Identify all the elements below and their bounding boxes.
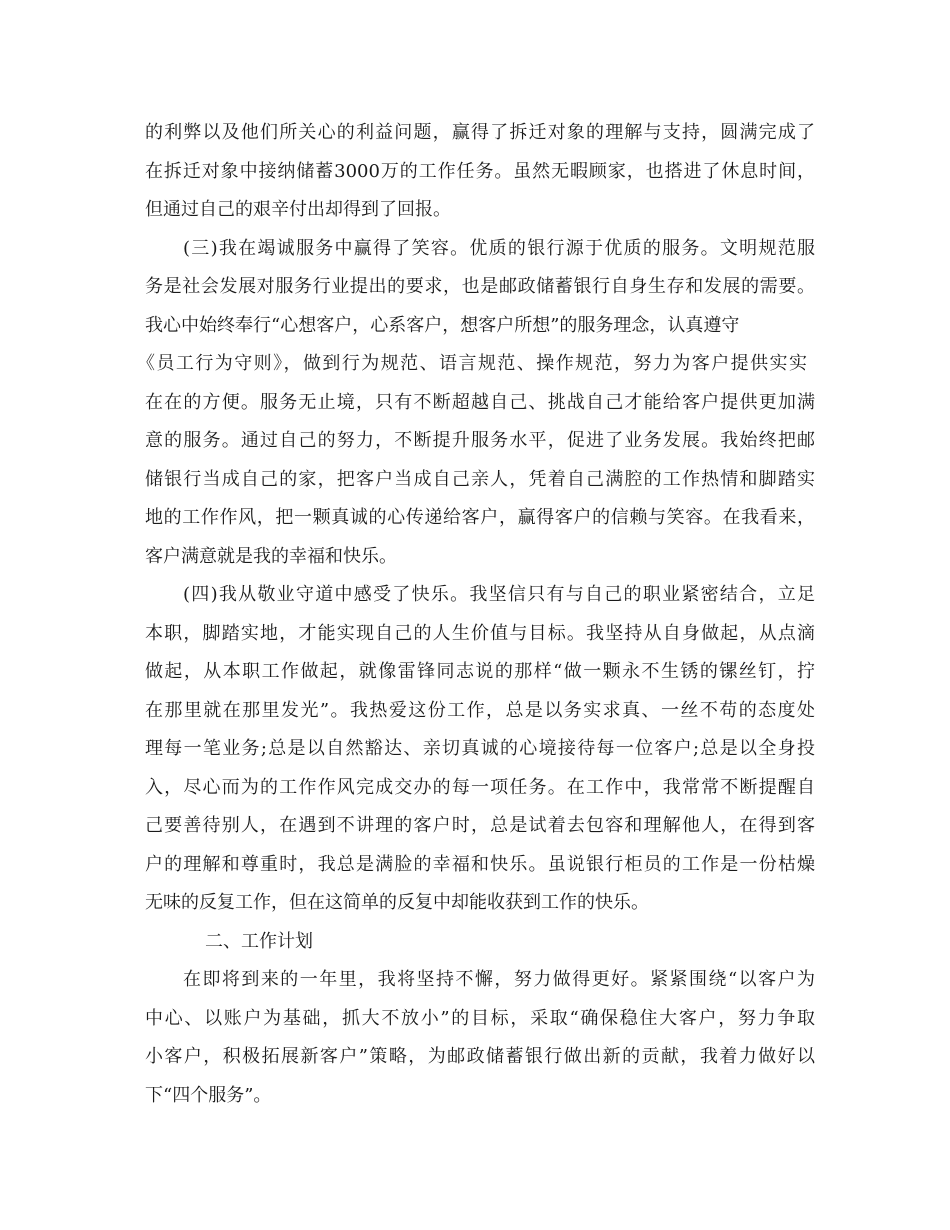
text-line: 客户满意就是我的幸福和快乐。 <box>145 545 397 567</box>
text-line: 我心中始终奉行“心想客户，心系客户，想客户所想”的服务理念，认真遵守 <box>145 314 740 336</box>
text-line: 务是社会发展对服务行业提出的要求，也是邮政储蓄银行自身生存和发展的需要。 <box>145 276 815 297</box>
paragraph-start-line: 在即将到来的一年里，我将坚持不懈，努力做得更好。紧紧围绕“以客户为 <box>183 969 815 990</box>
text-line: 下“四个服务”。 <box>145 1084 272 1106</box>
text-line: 做起，从本职工作做起，就像雷锋同志说的那样“做一颗永不生锈的镙丝钉，拧 <box>145 661 815 682</box>
text-line: 无味的反复工作，但在这简单的反复中却能收获到工作的快乐。 <box>145 892 649 913</box>
text-line: 意的服务。通过自己的努力，不断提升服务水平，促进了业务发展。我始终把邮 <box>145 430 815 451</box>
text-line: 但通过自己的艰辛付出却得到了回报。 <box>145 199 451 220</box>
text-line: 户的理解和尊重时，我总是满脸的幸福和快乐。虽说银行柜员的工作是一份枯燥 <box>145 853 815 875</box>
text-line: 地的工作作风，把一颗真诚的心传递给客户，赢得客户的信赖与笑容。在我看来， <box>145 507 815 528</box>
text-line: 入，尽心而为的工作作风完成交办的每一项任务。在工作中，我常常不断提醒自 <box>145 776 815 798</box>
text-line: 储银行当成自己的家，把客户当成自己亲人，凭着自己满腔的工作热情和脚踏实 <box>145 468 815 490</box>
section-heading: 二、工作计划 <box>205 930 313 952</box>
text-line: 中心、以账户为基础，抓大不放小”的目标，采取“确保稳住大客户，努力争取 <box>145 1007 815 1029</box>
text-line: 的利弊以及他们所关心的利益问题，赢得了拆迁对象的理解与支持，圆满完成了 <box>145 122 815 143</box>
text-line: 本职，脚踏实地，才能实现自己的人生价值与目标。我坚持从自身做起，从点滴 <box>145 622 815 644</box>
text-line: 小客户，积极拓展新客户”策略，为邮政储蓄银行做出新的贡献，我着力做好以 <box>145 1046 815 1067</box>
text-line: 在在的方便。服务无止境，只有不断超越自己、挑战自己才能给客户提供更加满 <box>145 391 815 413</box>
text-line: 《员工行为守则》，做到行为规范、语言规范、操作规范，努力为客户提供实实 <box>137 353 807 374</box>
text-line: 在那里就在那里发光”。我热爱这份工作，总是以务实求真、一丝不苟的态度处 <box>145 699 815 721</box>
paragraph-start-line: (三)我在竭诚服务中赢得了笑容。优质的银行源于优质的服务。文明规范服 <box>183 237 815 259</box>
paragraph-start-line: (四)我从敬业守道中感受了快乐。我坚信只有与自己的职业紧密结合，立足 <box>183 584 815 605</box>
text-line: 己要善待别人，在遇到不讲理的客户时，总是试着去包容和理解他人，在得到客 <box>145 815 815 836</box>
text-line: 在拆迁对象中接纳储蓄3000万的工作任务。虽然无暇顾家，也搭进了休息时间， <box>145 160 815 182</box>
text-line: 理每一笔业务;总是以自然豁达、亲切真诚的心境接待每一位客户;总是以全身投 <box>145 738 815 759</box>
